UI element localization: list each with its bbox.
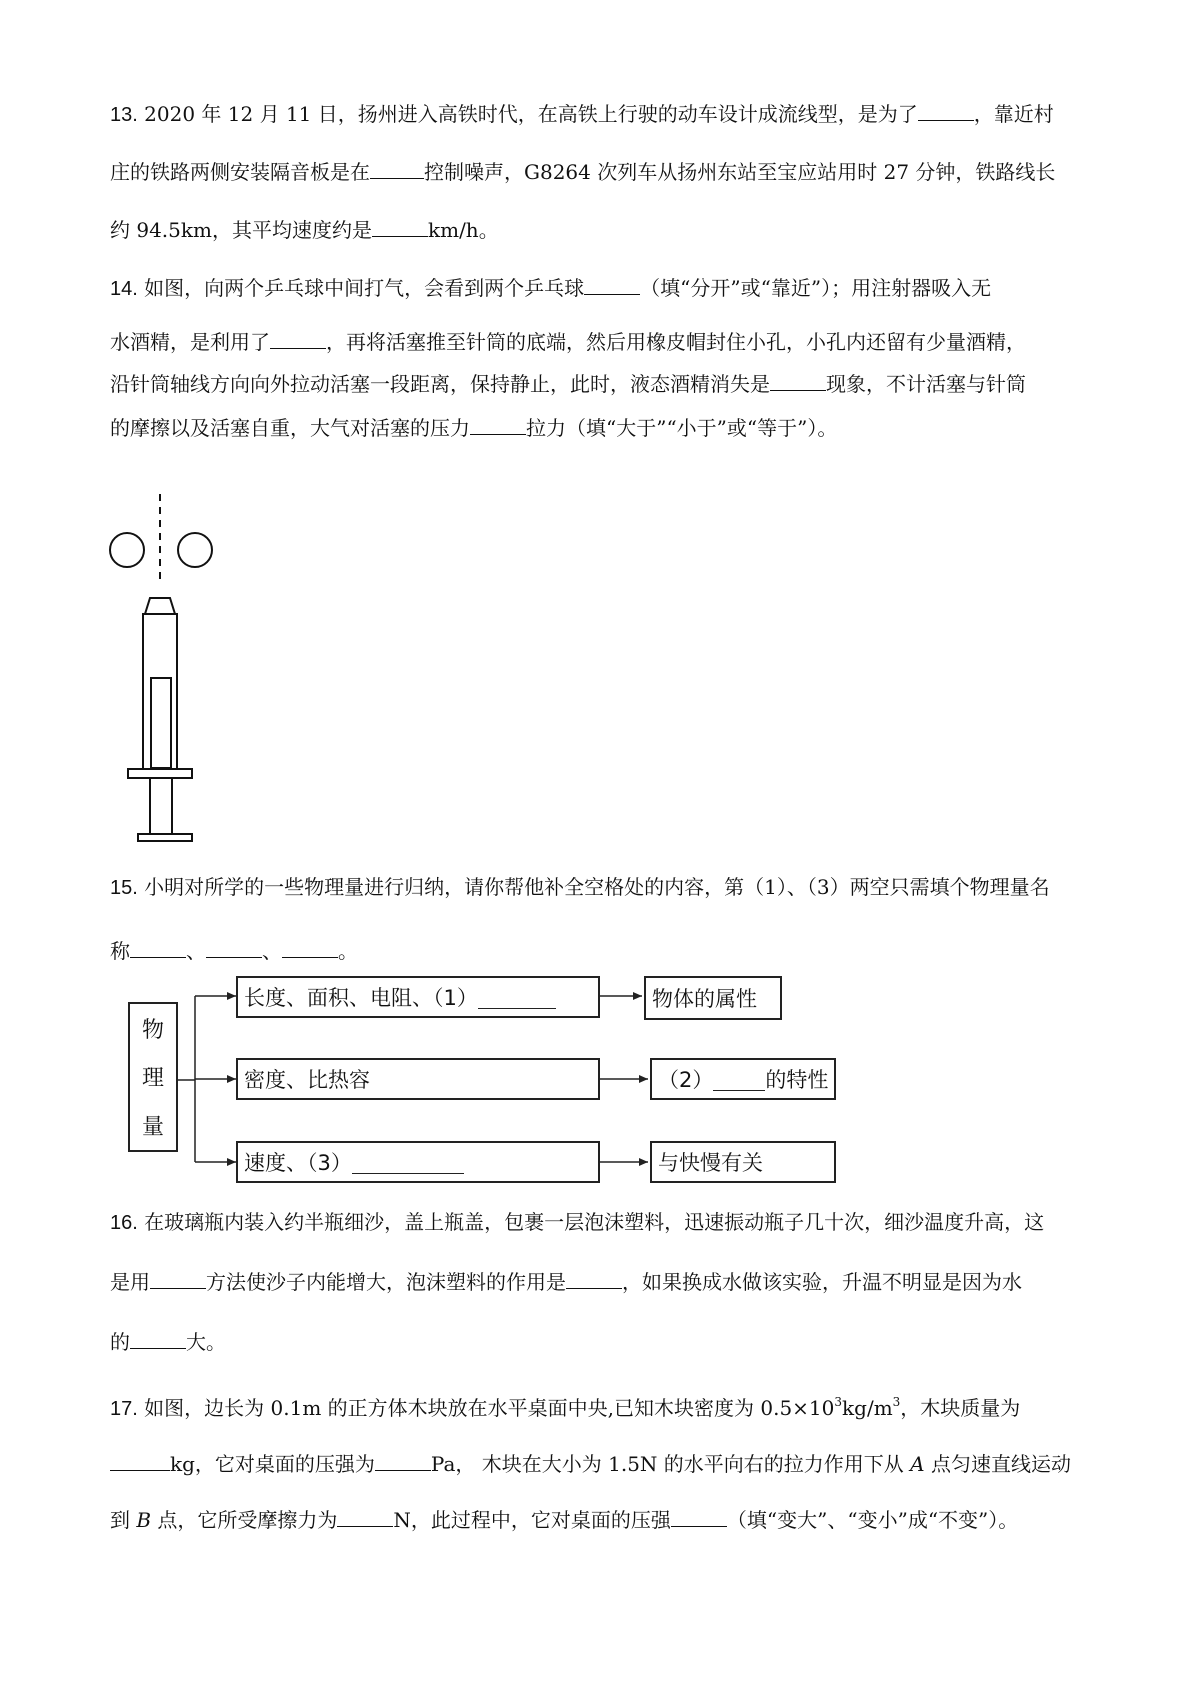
q14-blank2 — [270, 328, 326, 349]
ping-pong-ball-right — [178, 533, 212, 567]
q13-line2: 庄的铁路两侧安装隔音板是在 控制噪声，G8264 次列车从扬州东站至宝应站用时 27 分钟，铁路线长 — [110, 160, 1056, 184]
diagram-row3-left-box: 速度、（3） — [236, 1141, 600, 1183]
q14-number: 14. — [110, 278, 138, 300]
diagram-blank-3 — [352, 1151, 464, 1174]
syringe-nozzle — [145, 598, 175, 614]
diagram-blank-1 — [478, 986, 556, 1009]
q17-number: 17. — [110, 1398, 138, 1420]
diagram-blank-2 — [713, 1068, 765, 1091]
root-char-1: 物 — [141, 1017, 164, 1043]
diagram-row2-left-box: 密度、比热容 — [236, 1058, 600, 1100]
q16-line3: 的 大。 — [110, 1330, 226, 1354]
syringe-barrel — [143, 614, 177, 769]
q17-blank4 — [671, 1506, 727, 1527]
diagram-row2-right-box: （2） 的特性 — [650, 1058, 836, 1100]
q15-line1: 15. 小明对所学的一些物理量进行归纳，请你帮他补全空格处的内容，第（1）、（3）两空只需填个物理量名 — [110, 875, 1050, 899]
q16-blank2 — [566, 1268, 622, 1289]
q13-line3: 约 94.5km，其平均速度约是 km/h。 — [110, 218, 499, 242]
q15-blank1 — [130, 937, 186, 958]
q13-line1: 13. 2020 年 12 月 11 日，扬州进入高铁时代，在高铁上行驶的动车设计成流线型，是为了 ，靠近村 — [110, 102, 1054, 126]
syringe-plunger-handle — [138, 834, 192, 841]
q14-blank3 — [770, 370, 826, 391]
syringe-flange — [128, 769, 192, 778]
q16-line1: 16. 在玻璃瓶内装入约半瓶细沙，盖上瓶盖，包裹一层泡沫塑料，迅速振动瓶子几十次，细沙温度升高，这 — [110, 1210, 1045, 1234]
diagram-row3-right-box: 与快慢有关 — [650, 1141, 836, 1183]
q13-blank3 — [372, 216, 428, 237]
q13-blank2 — [370, 158, 424, 179]
ping-pong-ball-left — [110, 533, 144, 567]
syringe-plunger-head — [151, 678, 171, 768]
diagram-root-box — [128, 1002, 178, 1152]
q16-blank3 — [130, 1328, 186, 1349]
q17-line3: 到 B 点，它所受摩擦力为 N，此过程中，它对桌面的压强 （填“变大”、“变小”成“不变”）。 — [110, 1508, 1019, 1532]
q17-blank3 — [337, 1506, 393, 1527]
q17-blank1 — [110, 1450, 170, 1471]
q16-line2: 是用 方法使沙子内能增大，泡沫塑料的作用是 ，如果换成水做该实验，升温不明显是因为水 — [110, 1270, 1022, 1294]
q14-line4: 的摩擦以及活塞自重，大气对活塞的压力 拉力（填“大于”“小于”或“等于”）。 — [110, 416, 838, 440]
q14-line2: 水酒精，是利用了 ，再将活塞推至针筒的底端，然后用橡皮帽封住小孔，小孔内还留有少量酒精， — [110, 330, 1026, 354]
q17-line2: kg，它对桌面的压强为 Pa， 木块在大小为 1.5N 的水平向右的拉力作用下从 A 点匀速直线运动 — [110, 1450, 1071, 1478]
q15-blank2 — [206, 937, 262, 958]
q14-line3: 沿针筒轴线方向向外拉动活塞一段距离，保持静止，此时，液态酒精消失是 现象，不计活塞与针筒 — [110, 372, 1026, 396]
q14-line1: 14. 如图，向两个乒乓球中间打气，会看到两个乒乓球 （填“分开”或“靠近”）；用注射器吸入无 — [110, 276, 992, 300]
syringe-plunger-rod — [150, 778, 172, 834]
q14-blank1 — [584, 274, 640, 295]
q16-blank1 — [150, 1268, 206, 1289]
q15-blank3 — [282, 937, 338, 958]
q13-number: 13. — [110, 104, 138, 126]
q17-line1: 17. 如图，边长为 0.1m 的正方体木块放在水平桌面中央,已知木块密度为 $0.5\times 10^3kg/m^3$，木块质量为 — [110, 1395, 1021, 1420]
q16-number: 16. — [110, 1212, 138, 1234]
q15-number: 15. — [110, 877, 138, 899]
root-char-3: 量 — [141, 1115, 164, 1141]
q17-blank2 — [375, 1450, 431, 1471]
q14-blank4 — [470, 414, 526, 435]
q13-blank1 — [918, 100, 974, 121]
root-char-2: 理 — [141, 1066, 164, 1092]
diagram-row1-left-box: 长度、面积、电阻、（1） — [236, 976, 600, 1018]
q15-line2: 称 、 、 。 — [110, 939, 358, 963]
diagram-row1-right-box: 物体的属性 — [644, 976, 782, 1020]
